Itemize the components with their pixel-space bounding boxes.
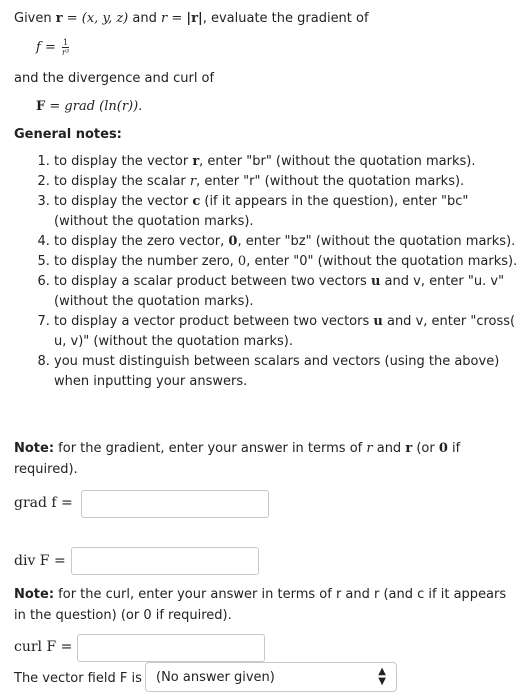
F-rhs: grad (ln(r)). bbox=[64, 99, 143, 114]
list-item: 2. to display the scalar r, enter "r" (without the quotation marks). bbox=[54, 172, 522, 192]
note-text: if bbox=[447, 441, 461, 456]
zero-vector: 0 bbox=[438, 441, 448, 456]
curl-note bbox=[14, 586, 506, 604]
list-item: 5. to display the number zero, 0, enter "0" (without the quotation marks). bbox=[54, 252, 522, 272]
equals: = bbox=[45, 99, 65, 114]
list-item: 6. to display a scalar product between two vectors u and v, enter "u. v" (without the quotation marks). bbox=[54, 272, 522, 312]
grad-label: grad f = bbox=[14, 495, 73, 511]
select-value: (No answer given) bbox=[156, 669, 275, 685]
updown-chevron-icon: ▲ ▼ bbox=[378, 666, 386, 687]
xyz-tuple: (x, y, z) bbox=[81, 11, 129, 26]
r-vector: r bbox=[405, 441, 413, 456]
r-vector: r bbox=[55, 11, 63, 26]
gradient-note-line2: required). bbox=[14, 462, 78, 477]
div-answer-input[interactable] bbox=[71, 547, 259, 575]
div-label: div F = bbox=[14, 553, 66, 569]
r-scalar: r bbox=[366, 441, 373, 456]
intro-line bbox=[14, 10, 369, 28]
F-label: F bbox=[36, 99, 46, 114]
equals: = bbox=[62, 11, 82, 26]
list-item: 8. you must distinguish between scalars and vectors (using the above) when inputting your answers. bbox=[54, 352, 522, 392]
F-definition bbox=[36, 98, 142, 116]
equals: = bbox=[40, 40, 60, 55]
general-notes-list bbox=[14, 152, 522, 392]
r-norm: |r| bbox=[186, 11, 203, 26]
curl-answer-input[interactable] bbox=[77, 634, 265, 662]
note-text: for the curl, enter your answer in terms of r and r (and c if it appears bbox=[54, 587, 507, 602]
note-text: (or bbox=[412, 441, 439, 456]
grad-answer-input[interactable] bbox=[81, 490, 269, 518]
f-fraction bbox=[62, 38, 69, 57]
list-item: 7. to display a vector product between two vectors u and v, enter "cross( u, v)" (without the quotation marks). bbox=[54, 312, 522, 352]
f-numerator: 1 bbox=[62, 38, 69, 47]
f-label: f bbox=[36, 40, 41, 55]
note-text: for the gradient, enter your answer in terms of bbox=[54, 441, 367, 456]
intro-suffix: , evaluate the gradient of bbox=[202, 11, 369, 26]
field-type-select[interactable] bbox=[145, 662, 397, 692]
equals: = bbox=[167, 11, 187, 26]
and-text: and bbox=[372, 441, 406, 456]
gradient-note bbox=[14, 440, 460, 458]
curl-label: curl F = bbox=[14, 639, 73, 655]
list-item: 1. to display the vector r, enter "br" (without the quotation marks). bbox=[54, 152, 522, 172]
list-item: 4. to display the zero vector, 0, enter "bz" (without the quotation marks). bbox=[54, 232, 522, 252]
list-item: 3. to display the vector c (if it appears in the question), enter "bc" (without the quotation marks). bbox=[54, 192, 522, 232]
curl-note-line2: in the question) (or 0 if required). bbox=[14, 608, 232, 623]
r-scalar: r bbox=[161, 11, 168, 26]
note-label: Note: bbox=[14, 587, 55, 602]
f-definition bbox=[36, 38, 69, 57]
intro-text: Given bbox=[14, 11, 56, 26]
and-text: and bbox=[128, 11, 161, 26]
field-label: The vector field F is bbox=[14, 671, 142, 686]
general-notes-title: General notes: bbox=[14, 127, 122, 142]
f-denominator: r³ bbox=[62, 48, 70, 57]
note-label: Note: bbox=[14, 441, 55, 456]
div-curl-intro: and the divergence and curl of bbox=[14, 71, 215, 86]
